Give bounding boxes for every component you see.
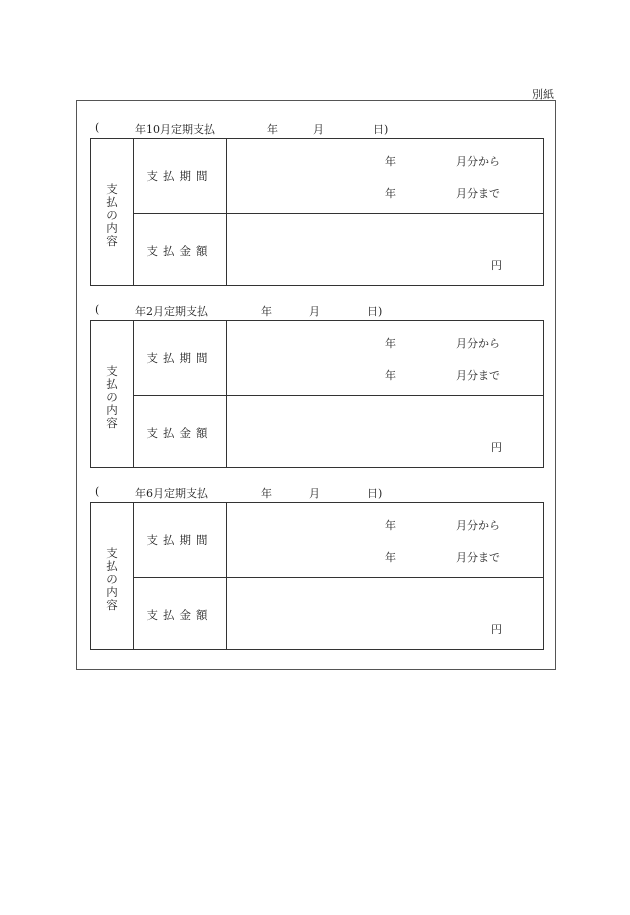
- day-label: 日): [373, 123, 389, 136]
- payment-content-vertical-label: 支 払 の 内 容: [106, 182, 118, 248]
- payment-amount-label: 支払金額: [146, 426, 213, 440]
- to-year: 年: [385, 551, 396, 564]
- from-month: 月分から: [456, 519, 500, 532]
- to-month: 月分まで: [456, 551, 500, 564]
- section-title: 年6月定期支払: [135, 487, 208, 500]
- year-label: 年: [267, 123, 278, 136]
- section-title: 年2月定期支払: [135, 305, 208, 318]
- currency-label: 円: [491, 441, 502, 454]
- to-month: 月分まで: [456, 369, 500, 382]
- from-year: 年: [385, 337, 396, 350]
- payment-amount-label: 支払金額: [146, 244, 213, 258]
- payment-period-label: 支払期間: [146, 351, 213, 365]
- payment-box-1: [90, 138, 544, 286]
- month-label: 月: [309, 487, 320, 500]
- payment-period-label: 支払期間: [146, 533, 213, 547]
- to-year: 年: [385, 369, 396, 382]
- section-title: 年10月定期支払: [135, 123, 215, 136]
- currency-label: 円: [491, 623, 502, 636]
- payment-content-vertical-label: 支 払 の 内 容: [106, 546, 118, 612]
- month-label: 月: [309, 305, 320, 318]
- payment-content-vertical-label: 支 払 の 内 容: [106, 364, 118, 430]
- currency-label: 円: [491, 259, 502, 272]
- payment-period-label: 支払期間: [146, 169, 213, 183]
- day-label: 日): [367, 487, 383, 500]
- month-label: 月: [313, 123, 324, 136]
- day-label: 日): [367, 305, 383, 318]
- section-header-3: [95, 485, 395, 499]
- open-paren: (: [95, 485, 100, 498]
- open-paren: (: [95, 121, 100, 134]
- payment-box-2: [90, 320, 544, 468]
- payment-box-3: [90, 502, 544, 650]
- section-header-2: [95, 303, 395, 317]
- payment-amount-label: 支払金額: [146, 608, 213, 622]
- year-label: 年: [261, 487, 272, 500]
- from-month: 月分から: [456, 155, 500, 168]
- from-year: 年: [385, 155, 396, 168]
- section-header-1: [95, 121, 395, 135]
- open-paren: (: [95, 303, 100, 316]
- attachment-label: 別紙: [532, 88, 554, 101]
- to-year: 年: [385, 187, 396, 200]
- from-year: 年: [385, 519, 396, 532]
- from-month: 月分から: [456, 337, 500, 350]
- to-month: 月分まで: [456, 187, 500, 200]
- year-label: 年: [261, 305, 272, 318]
